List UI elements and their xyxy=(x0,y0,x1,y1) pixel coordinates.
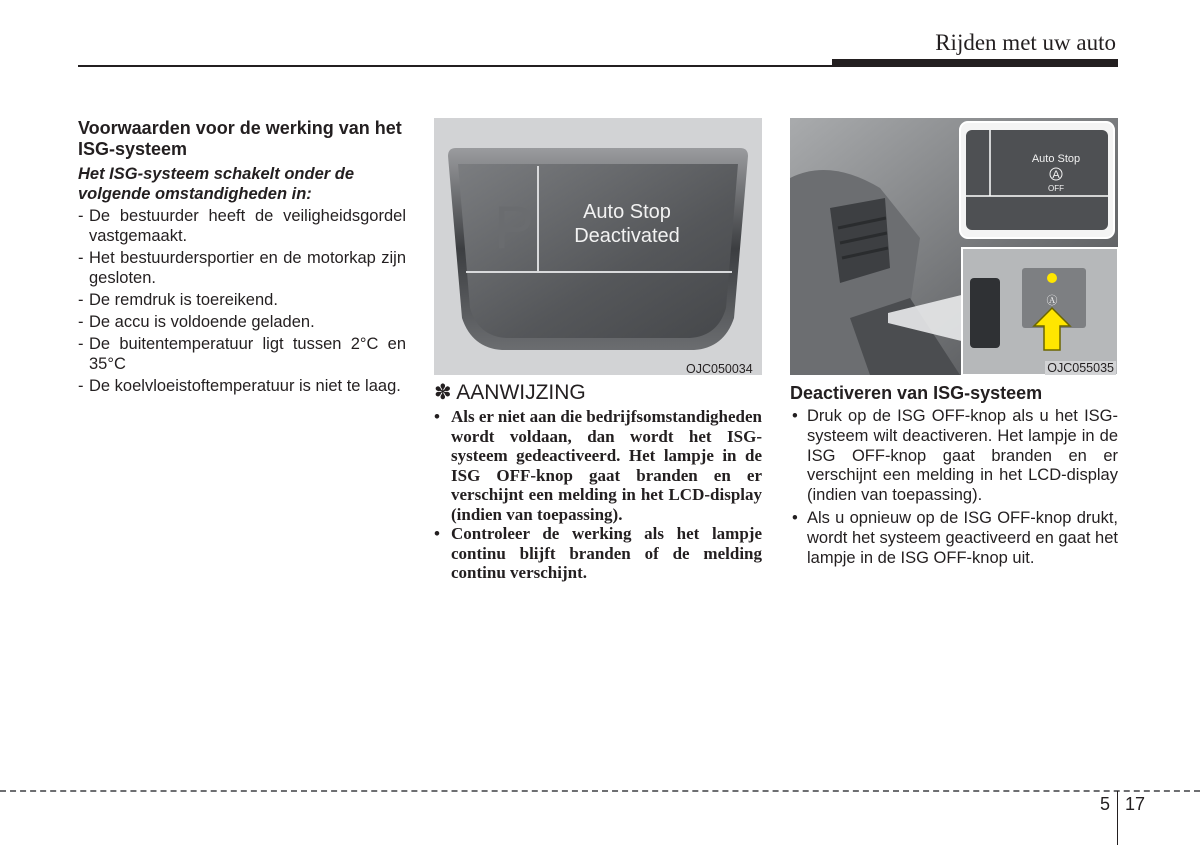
deactivation-column xyxy=(790,118,1118,571)
note-heading: ✽ AANWIJZING xyxy=(434,381,586,404)
display-text-line1: Auto Stop xyxy=(583,201,671,223)
inset-auto-icon: A xyxy=(1052,169,1060,181)
condition-item: - De bestuurder heeft de veiligheidsgordel vastgemaakt. xyxy=(78,206,406,246)
page-section-title: Rijden met uw auto xyxy=(935,30,1116,55)
conditions-list xyxy=(78,206,406,396)
figure-code: OJC055035 xyxy=(1047,361,1114,375)
condition-item: - Het bestuurdersportier en de motorkap zijn gesloten. xyxy=(78,248,406,288)
figure-code: OJC050034 xyxy=(686,362,753,376)
condition-item: - De buitentemperatuur ligt tussen 2°C en 35°C xyxy=(78,334,406,374)
lcd-display-figure xyxy=(434,118,762,375)
inset-display-text: Auto Stop xyxy=(1031,153,1081,165)
note-column xyxy=(434,118,762,583)
conditions-intro: Het ISG-systeem schakelt onder de volgende omstandigheden in: xyxy=(78,165,355,203)
page-number: 17 xyxy=(1125,794,1146,814)
condition-item: - De remdruk is toereikend. xyxy=(78,290,406,310)
inset-off-label: OFF xyxy=(1048,184,1064,193)
lcd-display-illustration xyxy=(434,118,762,375)
dashboard-photo-figure xyxy=(790,118,1118,375)
footer-dashed-rule xyxy=(0,790,1200,792)
deactivation-list xyxy=(790,407,1118,568)
note-item: • Controleer de werking als het lampje continu blijft branden of de melding continu verschijnt. xyxy=(434,524,762,583)
condition-item: - De accu is voldoende geladen. xyxy=(78,312,406,332)
chapter-number: 5 xyxy=(1100,794,1111,814)
deactivation-item: • Druk op de ISG OFF-knop als u het ISG-systeem wilt deactiveren. Het lampje in de ISG OFF-knop gaat branden en er verschijnt een melding in het LCD-display (indien van toepassing). xyxy=(790,407,1118,506)
isg-indicator-light xyxy=(1047,273,1057,283)
isg-button-icon: Ⓐ xyxy=(1046,295,1058,307)
header-accent-bar xyxy=(832,59,1118,67)
conditions-heading: Voorwaarden voor de werking van het ISG-systeem xyxy=(78,118,402,159)
conditions-column xyxy=(78,118,406,398)
deactivation-heading: Deactiveren van ISG-systeem xyxy=(790,383,1043,403)
dashboard-illustration xyxy=(790,118,1118,375)
footer-page-separator xyxy=(1117,791,1118,845)
deactivation-item: • Als u opnieuw op de ISG OFF-knop drukt, wordt het systeem geactiveerd en gaat het lampje in de ISG OFF-knop uit. xyxy=(790,509,1118,568)
note-list xyxy=(434,407,762,583)
condition-item: - De koelvloeistoftemperatuur is niet te laag. xyxy=(78,376,406,396)
display-gear-indicator: P xyxy=(494,194,535,261)
display-text-line2: Deactivated xyxy=(574,225,680,247)
note-item: • Als er niet aan die bedrijfsomstandigheden wordt voldaan, dan wordt het ISG-systeem gedeactiveerd. Het lampje in de ISG OFF-knop gaat branden en er verschijnt een melding in het LCD-display (indien van toepassing). xyxy=(434,407,762,524)
